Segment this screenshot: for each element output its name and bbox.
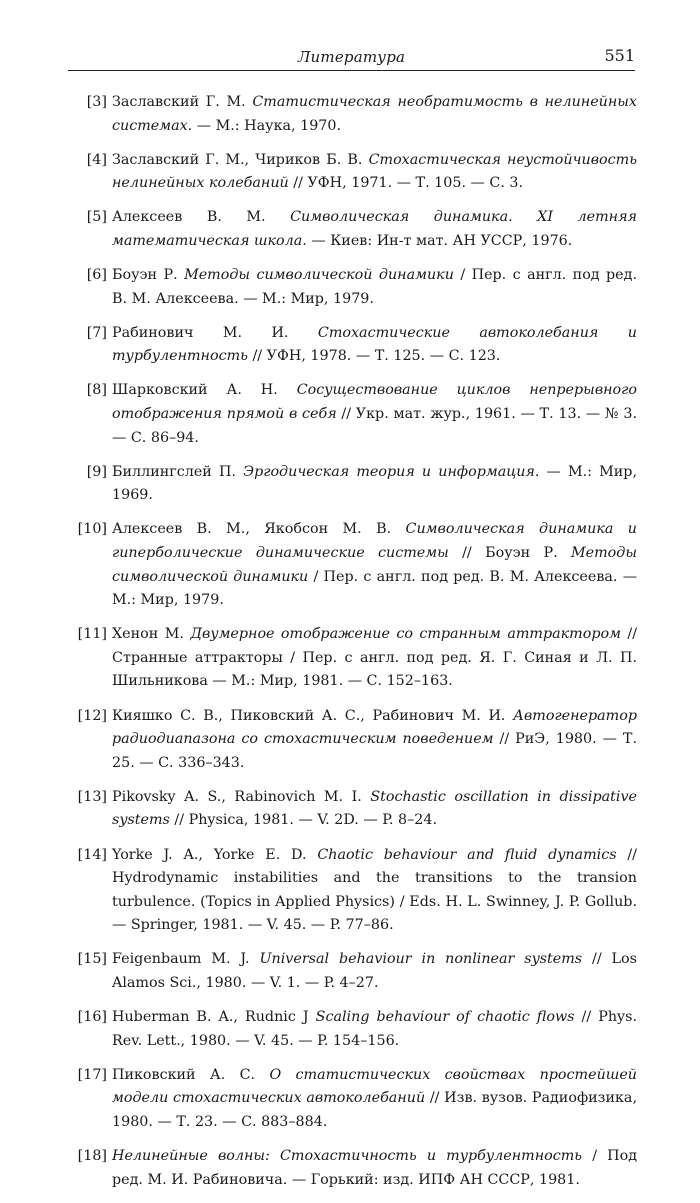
reference-number: [17]	[77, 1066, 107, 1083]
reference-item	[77, 518, 637, 612]
reference-publication: // Странные аттракторы / Пер. с англ. под ред. Я. Г. Синая и Л. П. Шильникова — М.: Мир, 1981. — С. 152–163.	[112, 626, 638, 690]
reference-title: Сосуществование циклов непрерывного отображения прямой в себя	[112, 382, 637, 423]
reference-number: [9]	[86, 463, 107, 480]
reference-text	[112, 948, 637, 995]
reference-item	[77, 1064, 637, 1135]
reference-authors: Биллингслей П.	[112, 463, 244, 480]
reference-number: [4]	[86, 151, 107, 168]
reference-item	[77, 623, 637, 694]
reference-publication: / Пер. с англ. под ред. В. М. Алексеева. — М.: Мир, 1979.	[112, 568, 637, 609]
reference-title: Автогенератор радиодиапазона со стохастическим поведением	[112, 707, 637, 748]
reference-text	[112, 705, 637, 776]
reference-item	[77, 786, 637, 833]
reference-number: [16]	[77, 1009, 107, 1026]
reference-authors: Feigenbaum M. J.	[112, 951, 260, 968]
reference-publication: // РиЭ, 1980. — Т. 25. — С. 336–343.	[112, 731, 637, 771]
reference-text	[112, 518, 637, 612]
reference-item	[77, 264, 637, 311]
reference-publication: — Киев: Ин-т мат. АН УССР, 1976.	[306, 232, 573, 249]
reference-number: [6]	[86, 267, 107, 284]
reference-authors: Алексеев В. М., Якобсон М. В.	[112, 521, 406, 538]
reference-item	[77, 948, 637, 995]
reference-authors: Huberman B. A., Rudnic J	[112, 1009, 316, 1026]
reference-authors: Рабинович М. И.	[112, 324, 318, 341]
reference-text	[112, 149, 637, 196]
reference-authors: Заславский Г. М., Чириков Б. В.	[112, 151, 369, 168]
reference-item	[77, 844, 637, 938]
reference-publication: // Phys. Rev. Lett., 1980. — V. 45. — P. 154–156.	[112, 1009, 637, 1049]
reference-text	[112, 461, 637, 508]
reference-text	[112, 623, 637, 694]
reference-publication: // Physica, 1981. — V. 2D. — P. 8–24.	[169, 812, 438, 829]
reference-authors: Заславский Г. М.	[112, 94, 253, 110]
reference-number: [5]	[86, 209, 107, 226]
reference-text	[112, 1145, 637, 1192]
reference-item	[77, 322, 637, 369]
reference-publication: // Изв. вузов. Радиофизика, 1980. — Т. 23. — С. 883–884.	[112, 1090, 637, 1130]
reference-title: Символическая динамика. XI летняя математическая школа.	[112, 209, 637, 249]
reference-item	[77, 1006, 637, 1053]
reference-number: [15]	[77, 951, 107, 968]
reference-publication: / Пер. с англ. под ред. В. М. Алексеева. — М.: Мир, 1979.	[112, 267, 637, 307]
reference-number: [18]	[77, 1148, 107, 1165]
reference-source: // Боуэн Р.	[448, 545, 572, 561]
reference-title: Эргодическая теория и информация.	[243, 463, 540, 480]
reference-item	[77, 1145, 637, 1192]
reference-text	[112, 379, 637, 450]
reference-item	[77, 461, 637, 508]
reference-title: Методы символической динамики	[184, 267, 454, 284]
page-number: 551	[604, 46, 635, 65]
reference-item	[77, 206, 637, 253]
reference-authors: Шарковский А. Н.	[112, 382, 297, 399]
reference-number: [12]	[77, 707, 107, 724]
reference-number: [10]	[77, 521, 107, 538]
reference-title: Chaotic behaviour and fluid dynamics	[317, 846, 617, 863]
reference-title: Статистическая необратимость в нелинейных системах.	[112, 94, 637, 134]
reference-publication: // Hydrodynamic instabilities and the transitions to the transion turbulence. (Topics in Applied Physics) / Eds. H. L. Swinney, J. P. Gollub. — Springer, 1981. — V. 45. — P. 77–86.	[112, 846, 637, 934]
reference-authors: Кияшко С. В., Пиковский А. С., Рабинович М. И.	[112, 707, 514, 724]
reference-number: [8]	[86, 382, 107, 399]
reference-publication: / Под ред. М. И. Рабиновича. — Горький: изд. ИПФ АН СССР, 1981.	[112, 1148, 637, 1188]
reference-authors: Хенон М.	[112, 626, 191, 643]
reference-number: [13]	[77, 788, 107, 805]
reference-item	[77, 149, 637, 196]
reference-number: [11]	[77, 626, 107, 643]
reference-source-title: Методы символической динамики	[112, 545, 637, 585]
reference-list	[77, 91, 637, 1203]
reference-item	[77, 91, 637, 138]
reference-number: [14]	[77, 846, 107, 863]
reference-text	[112, 322, 637, 369]
reference-publication: // УФН, 1971. — Т. 105. — С. 3.	[288, 175, 524, 192]
reference-publication: — М.: Мир, 1969.	[112, 463, 637, 504]
reference-text	[112, 91, 637, 138]
reference-title: Символическая динамика и гиперболические динамические системы	[112, 521, 637, 561]
reference-title: Стохастическая неустойчивость нелинейных колебаний	[112, 151, 637, 192]
reference-authors: Боуэн Р.	[112, 267, 185, 284]
reference-authors: Yorke J. A., Yorke E. D.	[112, 846, 318, 863]
reference-text	[112, 786, 637, 833]
reference-title: Scaling behaviour of chaotic flows	[315, 1009, 575, 1026]
reference-authors: Пиковский А. С.	[112, 1066, 270, 1083]
reference-item	[77, 705, 637, 776]
reference-publication: // УФН, 1978. — Т. 125. — С. 123.	[247, 348, 501, 365]
reference-text	[112, 844, 637, 938]
reference-text	[112, 206, 637, 253]
reference-number: [7]	[86, 324, 107, 341]
reference-authors: Pikovsky A. S., Rabinovich M. I.	[112, 788, 371, 805]
page-header	[68, 46, 635, 71]
reference-publication: // Los Alamos Sci., 1980. — V. 1. — P. 4–27.	[112, 951, 637, 991]
reference-item	[77, 379, 637, 450]
reference-authors: Алексеев В. М.	[112, 209, 291, 226]
reference-publication: — М.: Наука, 1970.	[192, 117, 342, 134]
reference-number: [3]	[86, 94, 107, 110]
running-title: Литература	[297, 48, 406, 66]
reference-text	[112, 1064, 637, 1135]
reference-title: Двумерное отображение со странным аттрактором	[190, 626, 621, 643]
reference-title: О статистических свойствах простейшей модели стохастических автоколебаний	[112, 1066, 637, 1107]
reference-title: Стохастические автоколебания и турбулентность	[112, 324, 637, 365]
reference-title: Stochastic oscillation in dissipative systems	[112, 788, 637, 829]
reference-publication: // Укр. мат. жур., 1961. — Т. 13. — № 3. — С. 86–94.	[112, 406, 637, 446]
reference-text	[112, 1006, 637, 1053]
reference-text	[112, 264, 637, 311]
reference-title: Нелинейные волны: Стохастичность и турбулентность	[112, 1148, 583, 1165]
reference-title: Universal behaviour in nonlinear systems	[259, 951, 583, 968]
